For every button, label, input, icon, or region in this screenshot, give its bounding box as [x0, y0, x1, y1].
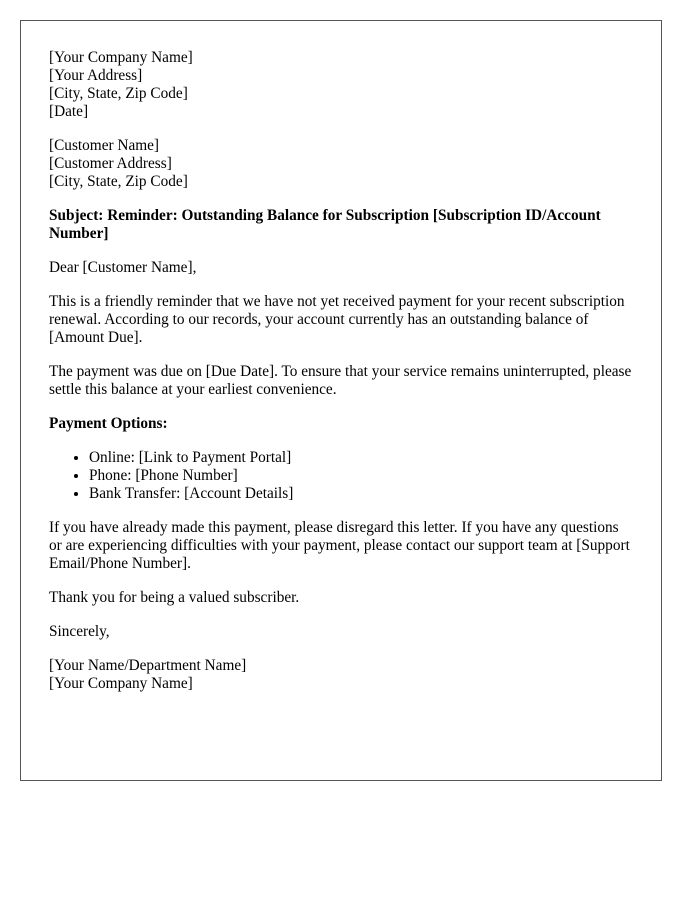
closing: Sincerely,: [49, 623, 110, 640]
intro-paragraph: This is a friendly reminder that we have not yet received payment for your recent subscription renewal. According to our records, your account currently has an outstanding balance of [Amount Due].: [49, 293, 625, 346]
sender-block: [49, 49, 635, 121]
recipient-address: [Customer Address]: [49, 155, 172, 172]
payment-option-bank-transfer: • Bank Transfer: [Account Details]: [89, 485, 635, 503]
payment-options-list: [49, 449, 635, 503]
recipient-city-state-zip: [City, State, Zip Code]: [49, 173, 188, 190]
signature-name: [Your Name/Department Name]: [49, 657, 247, 674]
recipient-name: [Customer Name]: [49, 137, 160, 154]
payment-option-phone: • Phone: [Phone Number]: [89, 467, 635, 485]
subject-line: Subject: Reminder: Outstanding Balance for Subscription [Subscription ID/Account Number]: [49, 207, 601, 242]
sender-city-state-zip: [City, State, Zip Code]: [49, 85, 188, 102]
signature-company: [Your Company Name]: [49, 675, 193, 692]
sender-address: [Your Address]: [49, 67, 143, 84]
disregard-paragraph: If you have already made this payment, please disregard this letter. If you have any questions or are experiencing difficulties with your payment, please contact our support team at [Support Email/Phone Number].: [49, 519, 630, 572]
letter-page: [20, 20, 662, 781]
thanks-paragraph: Thank you for being a valued subscriber.: [49, 589, 300, 606]
payment-options-heading: Payment Options:: [49, 415, 168, 432]
letter-content: [49, 49, 635, 693]
due-paragraph: The payment was due on [Due Date]. To ensure that your service remains uninterrupted, please settle this balance at your earliest convenience.: [49, 363, 632, 398]
salutation: Dear [Customer Name],: [49, 259, 197, 276]
sender-company-name: [Your Company Name]: [49, 49, 193, 66]
signature-block: [49, 657, 635, 693]
recipient-block: [49, 137, 635, 191]
payment-option-online: • Online: [Link to Payment Portal]: [89, 449, 635, 467]
letter-date: [Date]: [49, 103, 89, 120]
